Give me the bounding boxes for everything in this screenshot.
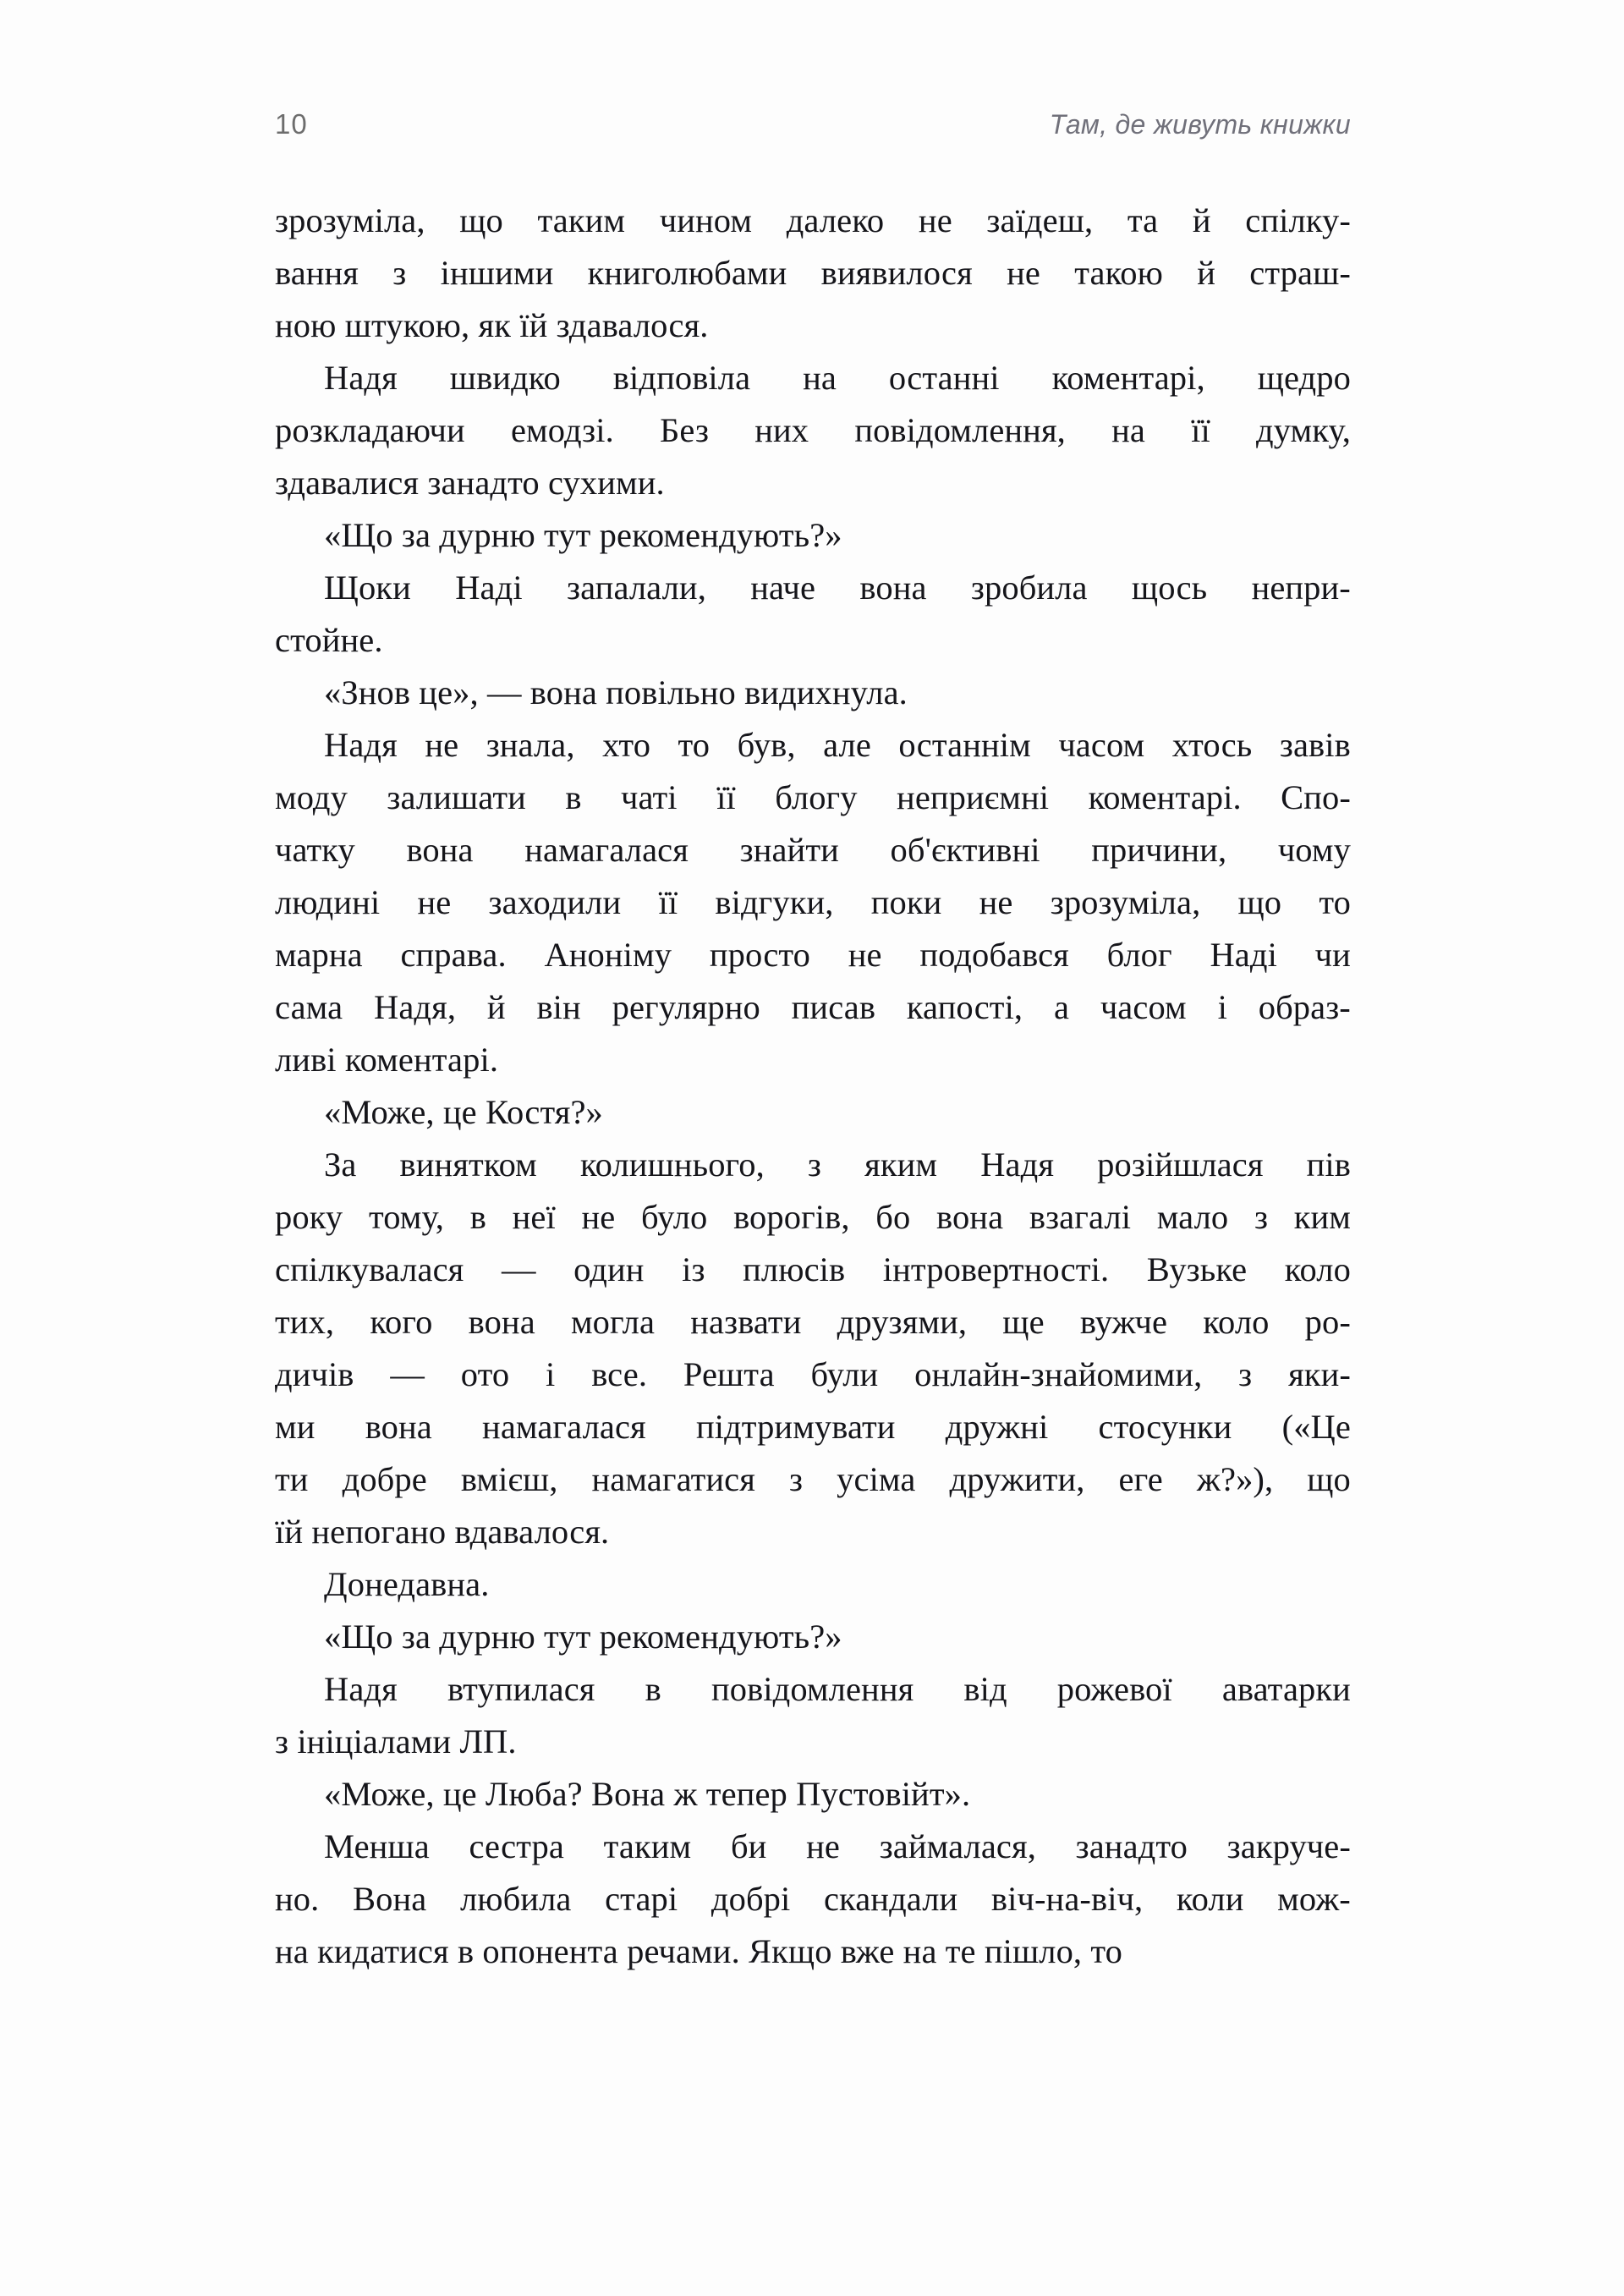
text-line: року тому, в неї не було ворогів, бо вона взагалі мало з ким: [275, 1198, 1351, 1236]
paragraph: [275, 1611, 1351, 1663]
paragraph: [275, 562, 1351, 667]
text-line: «Знов це», — вона повільно видихнула.: [324, 673, 908, 711]
text-line: «Що за дурню тут рекомендують?»: [324, 1618, 842, 1656]
text-line: тих, кого вона могла назвати друзями, ще вужче коло ро-: [275, 1303, 1351, 1341]
text-line: з ініціалами ЛП.: [275, 1722, 517, 1760]
text-line: спілкувалася — один із плюсів інтровертності. Вузьке коло: [275, 1250, 1351, 1288]
text-line: на кидатися в опонента речами. Якщо вже на те пішло, то: [275, 1932, 1122, 1970]
running-header: [275, 108, 1351, 156]
text-line: Донедавна.: [324, 1565, 490, 1603]
text-line: розкладаючи емодзі. Без них повідомлення, на її думку,: [275, 411, 1351, 449]
text-line: стойне.: [275, 621, 383, 659]
text-line: дичів — ото і все. Решта були онлайн-знайомими, з яки-: [275, 1355, 1351, 1393]
text-line: Надя швидко відповіла на останні коментарі, щедро: [324, 359, 1351, 397]
paragraph: [275, 1821, 1351, 1978]
text-line: зрозуміла, що таким чином далеко не заїдеш, та й спілку-: [275, 201, 1351, 239]
text-line: Надя втупилася в повідомлення від рожевої аватарки: [324, 1670, 1351, 1708]
text-line: марна справа. Аноніму просто не подобався блог Наді чи: [275, 936, 1351, 974]
body-text-block: [275, 195, 1351, 1978]
text-line: сама Надя, й він регулярно писав капості, а часом і образ-: [275, 988, 1351, 1026]
text-line: За винятком колишнього, з яким Надя розійшлася пів: [324, 1145, 1351, 1184]
paragraph: [275, 1558, 1351, 1611]
text-line: чатку вона намагалася знайти об'єктивні причини, чому: [275, 831, 1351, 869]
paragraph: [275, 1768, 1351, 1821]
paragraph: [275, 509, 1351, 562]
text-line: здавалися занадто сухими.: [275, 464, 665, 502]
text-line: людині не заходили її відгуки, поки не зрозуміла, що то: [275, 883, 1351, 921]
text-line: моду залишати в чаті її блогу неприємні коментарі. Спо-: [275, 778, 1351, 816]
text-line: ною штукою, як їй здавалося.: [275, 306, 709, 344]
text-line: ми вона намагалася підтримувати дружні стосунки («Це: [275, 1408, 1351, 1446]
text-line: Щоки Наді запалали, наче вона зробила щось непри-: [324, 569, 1351, 607]
text-line: вання з іншими книголюбами виявилося не такою й страш-: [275, 254, 1351, 292]
text-line: Менша сестра таким би не займалася, занадто закруче-: [324, 1827, 1351, 1865]
running-title: Там, де живуть книжки: [1049, 109, 1351, 140]
paragraph: [275, 667, 1351, 719]
text-line: ливі коментарі.: [275, 1041, 499, 1079]
paragraph: [275, 1086, 1351, 1139]
text-line: «Що за дурню тут рекомендують?»: [324, 516, 842, 554]
paragraph: [275, 1139, 1351, 1558]
paragraph: [275, 195, 1351, 352]
text-line: ти добре вмієш, намагатися з усіма дружити, еге ж?»), що: [275, 1460, 1351, 1498]
text-line: «Може, це Люба? Вона ж тепер Пустовійт».: [324, 1775, 971, 1813]
paragraph: [275, 352, 1351, 509]
text-line: «Може, це Костя?»: [324, 1093, 603, 1131]
text-line: Надя не знала, хто то був, але останнім часом хтось завів: [324, 726, 1351, 764]
page-number: 10: [275, 108, 308, 140]
paragraph: [275, 719, 1351, 1086]
text-line: но. Вона любила старі добрі скандали віч-на-віч, коли мож-: [275, 1880, 1351, 1918]
paragraph: [275, 1663, 1351, 1768]
text-line: їй непогано вдавалося.: [275, 1513, 610, 1551]
